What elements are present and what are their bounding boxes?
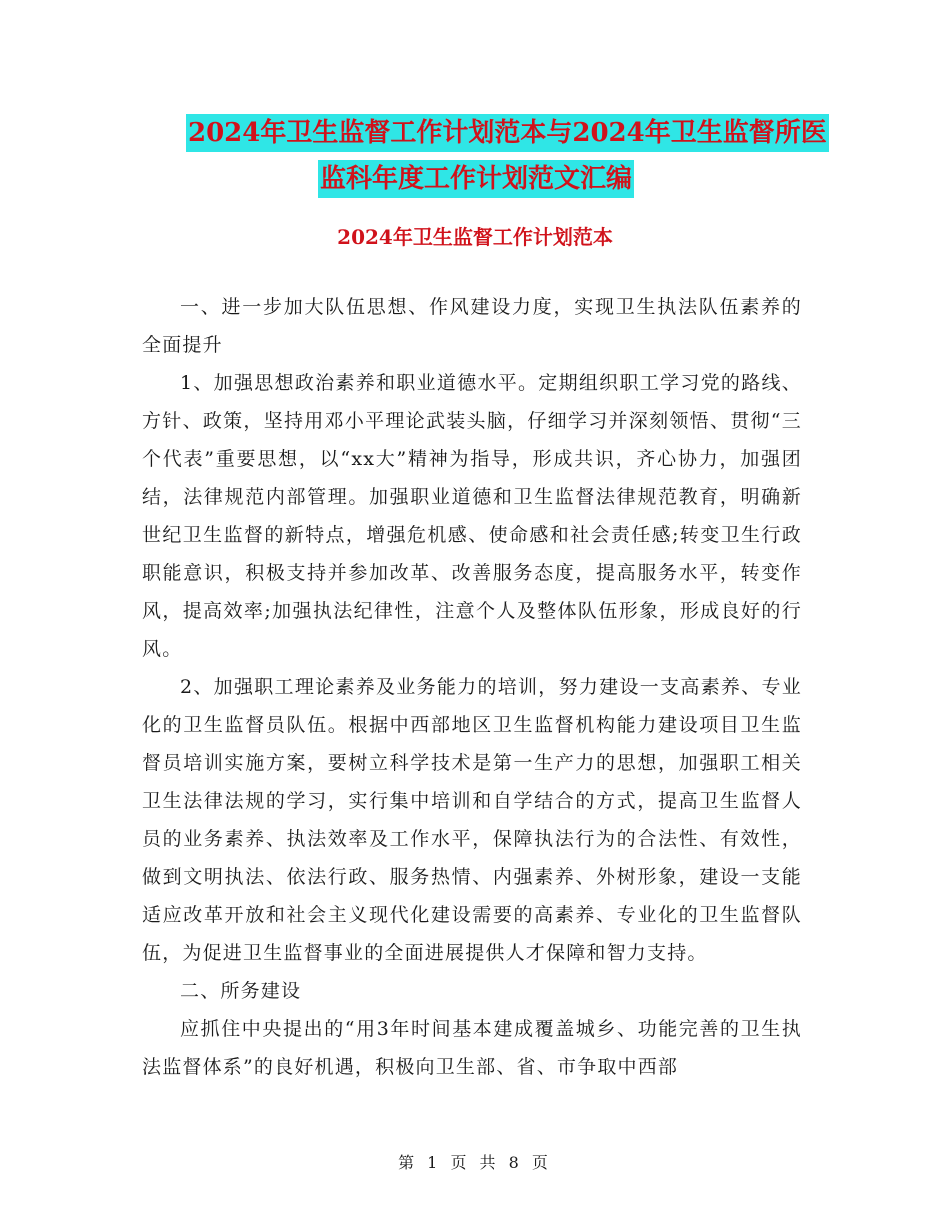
paragraph: 二、所务建设 [180,980,302,1002]
document-body [142,288,802,1086]
paragraph: 一、进一步加大队伍思想、作风建设力度，实现卫生执法队伍素养的全面提升 [142,296,802,356]
page-footer: 第 1 页 共 8 页 [398,1153,552,1172]
paragraph: 2、加强职工理论素养及业务能力的培训，努力建设一支高素养、专业化的卫生监督员队伍。根据中西部地区卫生监督机构能力建设项目卫生监督员培训实施方案，要树立科学技术是第一生产力的思想，加强职工相关卫生法律法规的学习，实行集中培训和自学结合的方式，提高卫生监督人员的业务素养、执法效率及工作水平，保障执法行为的合法性、有效性，做到文明执法、依法行政、服务热情、内强素养、外树形象，建设一支能适应改革开放和社会主义现代化建设需要的高素养、专业化的卫生监督队伍，为促进卫生监督事业的全面进展提供人才保障和智力支持。 [142,676,802,964]
section-heading: 2024年卫生监督工作计划范本 [337,225,613,249]
title-line-1: 2024年卫生监督工作计划范本与2024年卫生监督所医 [186,114,829,152]
paragraph: 1、加强思想政治素养和职业道德水平。定期组织职工学习党的路线、方针、政策，坚持用邓小平理论武装头脑，仔细学习并深刻领悟、贯彻“三个代表”重要思想，以“xx大”精神为指导，形成共识，齐心协力，加强团结，法律规范内部管理。加强职业道德和卫生监督法律规范教育，明确新世纪卫生监督的新特点，增强危机感、使命感和社会责任感;转变卫生行政职能意识，积极支持并参加改革、改善服务态度，提高服务水平，转变作风，提高效率;加强执法纪律性，注意个人及整体队伍形象，形成良好的行风。 [142,372,802,660]
title-line-2: 监科年度工作计划范文汇编 [318,160,634,198]
paragraph: 应抓住中央提出的“用3年时间基本建成覆盖城乡、功能完善的卫生执法监督体系”的良好机遇，积极向卫生部、省、市争取中西部 [142,1018,802,1078]
